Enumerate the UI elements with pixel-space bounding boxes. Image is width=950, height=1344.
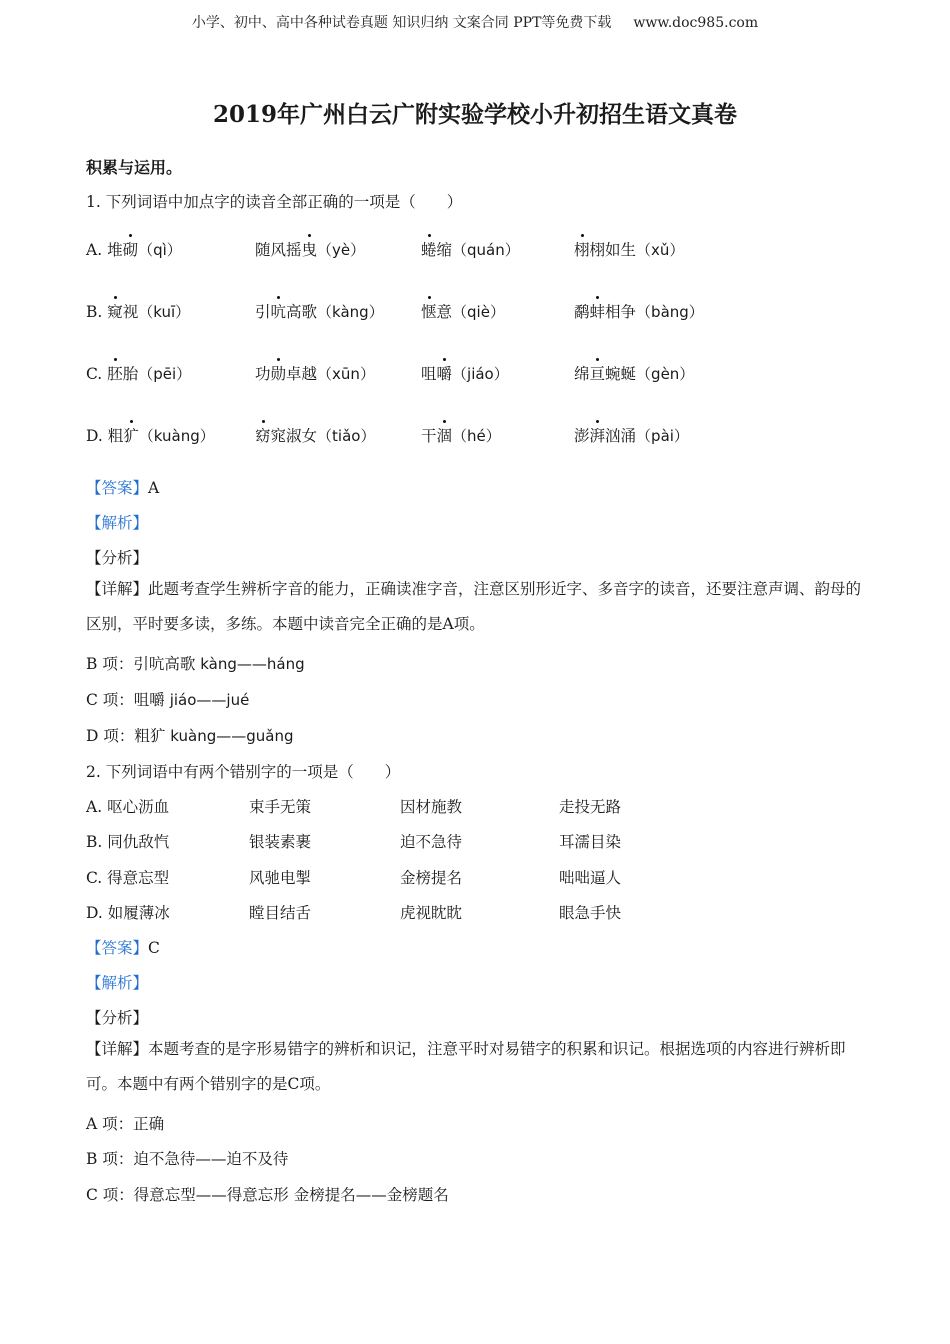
q2-stem: 2. 下列词语中有两个错别字的一项是（ ） xyxy=(86,763,401,781)
word-part: 相争 xyxy=(605,303,637,321)
q2-option-1-3 xyxy=(559,830,621,852)
option-word: 耳濡目染 xyxy=(559,833,622,851)
word-part: 干 xyxy=(421,427,437,445)
pinyin: （quán） xyxy=(452,241,520,259)
word-part: 鹬 xyxy=(574,303,590,321)
option-word: 呕心沥血 xyxy=(107,798,170,816)
page-header xyxy=(0,12,950,32)
option-word: 瞠目结舌 xyxy=(249,904,312,922)
dotted-char: 蚌 xyxy=(589,303,606,321)
q2-option-2-3 xyxy=(559,866,621,888)
word-part: 视 xyxy=(122,303,139,321)
q1-note-b xyxy=(86,652,305,674)
pinyin: （hé） xyxy=(452,427,501,445)
detail-text: 本题考查的是字形易错字的辨析和识记，注意平时对易错字的积累和识记。根据选项的内容进行辨析即可。本题中有两个错别字的是C项。 xyxy=(86,1040,846,1093)
pinyin: （gèn） xyxy=(636,365,695,383)
option-letter: D. xyxy=(86,904,108,922)
option-word: 咄咄逼人 xyxy=(559,869,622,887)
q1-option-2-2 xyxy=(421,362,509,384)
q1-option-1-1 xyxy=(255,300,384,322)
q2-option-2-1 xyxy=(249,866,311,888)
q1-stem: 1. 下列词语中加点字的读音全部正确的一项是（ ） xyxy=(86,193,463,211)
q1-option-3-1 xyxy=(255,424,375,446)
header-url[interactable]: www.doc985.com xyxy=(633,15,759,31)
word-part: 堆 xyxy=(107,241,123,259)
word-part: 汹涌 xyxy=(605,427,637,445)
option-word: 银装素裹 xyxy=(249,833,312,851)
dotted-char: 砌 xyxy=(122,241,139,259)
pinyin: （kuī） xyxy=(138,303,191,321)
q1-option-1-0 xyxy=(86,300,190,322)
q1-option-0-3 xyxy=(574,238,684,260)
pinyin: （jiáo） xyxy=(452,365,509,383)
option-word: 金榜提名 xyxy=(400,869,463,887)
option-word: 同仇敌忾 xyxy=(107,833,170,851)
note-label: D 项：粗犷 xyxy=(86,727,171,745)
option-letter: B. xyxy=(86,833,108,851)
word-part: 随风摇 xyxy=(255,241,302,259)
pinyin: （xǔ） xyxy=(636,241,685,259)
q2-note-b: B 项：迫不急待——迫不及待 xyxy=(86,1150,289,1168)
answer-label: 【答案】 xyxy=(86,479,149,497)
option-word: 如履薄冰 xyxy=(107,904,170,922)
option-word: 走投无路 xyxy=(559,798,622,816)
q1-option-2-3 xyxy=(574,362,694,384)
q1-option-2-1 xyxy=(255,362,375,384)
q2-option-3-0 xyxy=(86,901,170,923)
pinyin: （pài） xyxy=(636,427,689,445)
page-title: 2019年广州白云广附实验学校小升初招生语文真卷 xyxy=(212,101,737,128)
pinyin: （xūn） xyxy=(317,365,375,383)
q1-fenxi: 【分析】 xyxy=(86,549,149,567)
dotted-char: 涸 xyxy=(436,427,453,445)
word-part: 窕淑女 xyxy=(270,427,318,445)
q2-option-2-0 xyxy=(86,866,169,888)
q2-option-1-1 xyxy=(249,830,311,852)
word-part: 咀 xyxy=(421,365,437,383)
q2-option-2-2 xyxy=(400,866,462,888)
option-word: 虎视眈眈 xyxy=(400,904,463,922)
dotted-char: 窈 xyxy=(255,427,271,445)
dotted-char: 蜷 xyxy=(421,241,437,259)
pinyin: （pēi） xyxy=(138,365,192,383)
note-label: B 项：引吭高歌 xyxy=(86,655,201,673)
answer-value: A xyxy=(148,479,160,497)
q2-detail xyxy=(86,1032,876,1102)
option-word: 眼急手快 xyxy=(559,904,622,922)
dotted-char: 吭 xyxy=(270,303,287,321)
q1-option-1-2 xyxy=(421,300,505,322)
word-part: 引 xyxy=(255,303,271,321)
dotted-char: 嚼 xyxy=(436,365,453,383)
q2-option-3-1 xyxy=(249,901,311,923)
option-word: 因材施教 xyxy=(400,798,463,816)
dotted-char: 犷 xyxy=(123,427,139,445)
detail-label: 【详解】 xyxy=(86,1040,149,1058)
option-word: 束手无策 xyxy=(249,798,312,816)
header-text: 小学、初中、高中各种试卷真题 知识归纳 文案合同 PPT等免费下载 xyxy=(191,15,612,31)
word-part: 功 xyxy=(255,365,271,383)
q2-answer xyxy=(86,936,160,958)
option-letter: D. xyxy=(86,427,108,445)
q1-detail xyxy=(86,572,876,642)
q1-option-1-3 xyxy=(574,300,704,322)
answer-label: 【答案】 xyxy=(86,939,149,957)
detail-text: 此题考查学生辨析字音的能力，正确读准字音，注意区别形近字、多音字的读音，还要注意声调、韵母的区别，平时要多读，多练。本题中读音完全正确的是A项。 xyxy=(86,580,862,633)
q1-option-2-0 xyxy=(86,362,191,384)
section-heading: 积累与运用。 xyxy=(86,158,183,177)
word-part: 缩 xyxy=(436,241,453,259)
option-word: 得意忘型 xyxy=(107,869,170,887)
option-letter: A. xyxy=(86,241,108,259)
note-label: C 项：咀嚼 xyxy=(86,691,170,709)
dotted-char: 窥 xyxy=(107,303,123,321)
q1-option-3-3 xyxy=(574,424,689,446)
pinyin: （yè） xyxy=(317,241,366,259)
pinyin: （tiǎo） xyxy=(317,427,376,445)
option-letter: C. xyxy=(86,365,108,383)
q1-note-c xyxy=(86,688,249,710)
q2-option-3-3 xyxy=(559,901,621,923)
word-part: 粗 xyxy=(107,427,124,445)
q1-jiexi: 【解析】 xyxy=(86,514,149,532)
word-part: 栩如生 xyxy=(589,241,637,259)
word-part: 胎 xyxy=(122,365,139,383)
q1-note-d xyxy=(86,724,294,746)
option-word: 风驰电掣 xyxy=(249,869,312,887)
q2-option-0-2 xyxy=(400,795,462,817)
option-letter: A. xyxy=(86,798,108,816)
word-part: 意 xyxy=(436,303,453,321)
q2-option-0-0 xyxy=(86,795,169,817)
option-letter: C. xyxy=(86,869,108,887)
q2-option-3-2 xyxy=(400,901,462,923)
dotted-char: 栩 xyxy=(574,241,590,259)
dotted-char: 胚 xyxy=(107,365,123,383)
pinyin: （kàng） xyxy=(317,303,384,321)
q1-answer xyxy=(86,476,159,498)
dotted-char: 亘 xyxy=(589,365,606,383)
dotted-char: 曳 xyxy=(301,241,318,259)
dotted-char: 湃 xyxy=(589,427,606,445)
q1-option-0-0 xyxy=(86,238,182,260)
q1-option-3-2 xyxy=(421,424,501,446)
pinyin: （qì） xyxy=(138,241,182,259)
q2-option-0-3 xyxy=(559,795,621,817)
q1-option-3-0 xyxy=(86,424,215,446)
q2-option-1-0 xyxy=(86,830,169,852)
detail-label: 【详解】 xyxy=(86,580,149,598)
q2-option-0-1 xyxy=(249,795,311,817)
q1-option-0-2 xyxy=(421,238,520,260)
q2-note-a: A 项：正确 xyxy=(86,1115,165,1133)
q2-option-1-2 xyxy=(400,830,462,852)
q2-note-c: C 项：得意忘型——得意忘形 金榜提名——金榜题名 xyxy=(86,1186,449,1204)
q2-fenxi: 【分析】 xyxy=(86,1009,149,1027)
q2-jiexi: 【解析】 xyxy=(86,974,149,992)
option-word: 迫不急待 xyxy=(400,833,463,851)
note-pinyin: jiáo——jué xyxy=(169,691,250,709)
word-part: 高歌 xyxy=(286,303,318,321)
note-pinyin: kuàng——guǎng xyxy=(170,727,294,745)
pinyin: （qiè） xyxy=(452,303,505,321)
note-pinyin: kàng——háng xyxy=(200,655,305,673)
word-part: 卓越 xyxy=(286,365,318,383)
dotted-char: 惬 xyxy=(421,303,437,321)
word-part: 绵 xyxy=(574,365,590,383)
word-part: 澎 xyxy=(574,427,590,445)
pinyin: （kuàng） xyxy=(138,427,215,445)
word-part: 蜿蜒 xyxy=(605,365,637,383)
q1-option-0-1 xyxy=(255,238,365,260)
pinyin: （bàng） xyxy=(636,303,704,321)
dotted-char: 勋 xyxy=(270,365,287,383)
option-letter: B. xyxy=(86,303,108,321)
answer-value: C xyxy=(148,939,160,957)
